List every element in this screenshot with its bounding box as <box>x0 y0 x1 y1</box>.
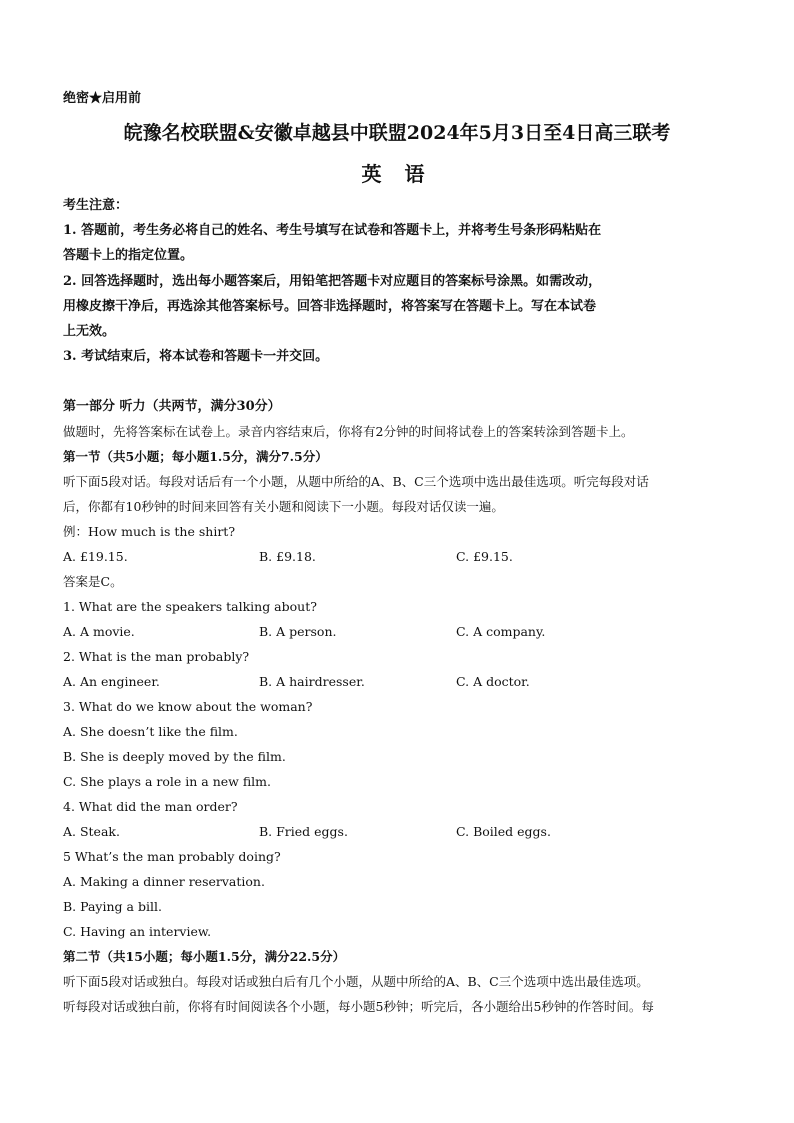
example-option-a: A. £19.15. <box>63 549 128 564</box>
section2-heading: 第二节（共15小题；每小题1.5分，满分22.5分） <box>63 949 346 964</box>
q2-option-c: C. A doctor. <box>456 674 530 689</box>
notice-heading: 考生注意： <box>63 198 129 213</box>
q2-option-b: B. A hairdresser. <box>259 674 365 689</box>
question-4: 4. What did the man order? <box>63 799 238 814</box>
notice-line: 3. 考试结束后，将本试卷和答题卡一并交回。 <box>63 349 329 364</box>
part1-heading: 第一部分 听力（共两节，满分30分） <box>63 399 281 414</box>
confidential-label: 绝密★启用前 <box>63 91 142 106</box>
section1-instruction: 听下面5段对话。每段对话后有一个小题，从题中所给的A、B、C三个选项中选出最佳选项。听完每段对话 <box>63 474 649 489</box>
q3-option-c: C. She plays a role in a new film. <box>63 774 271 789</box>
section1-heading: 第一节（共5小题；每小题1.5分，满分7.5分） <box>63 449 328 464</box>
question-5: 5 What’s the man probably doing? <box>63 849 281 864</box>
subject-title: 英 语 <box>361 162 433 186</box>
example-option-c: C. £9.15. <box>456 549 513 564</box>
q2-option-a: A. An engineer. <box>63 674 160 689</box>
q1-option-a: A. A movie. <box>63 624 135 639</box>
section2-instruction: 听下面5段对话或独白。每段对话或独白后有几个小题，从题中所给的A、B、C三个选项中选出最佳选项。 <box>63 974 649 989</box>
q5-option-c: C. Having an interview. <box>63 924 212 939</box>
section1-instruction: 后，你都有10秒钟的时间来回答有关小题和阅读下一小题。每段对话仅读一遍。 <box>63 499 504 514</box>
q4-option-b: B. Fried eggs. <box>259 824 348 839</box>
question-1: 1. What are the speakers talking about? <box>63 599 317 614</box>
notice-line: 2. 回答选择题时，选出每小题答案后，用铅笔把答题卡对应题目的答案标号涂黑。如需改动， <box>63 274 602 289</box>
question-3: 3. What do we know about the woman? <box>63 699 313 714</box>
q4-option-a: A. Steak. <box>63 824 120 839</box>
q1-option-c: C. A company. <box>456 624 546 639</box>
q3-option-b: B. She is deeply moved by the film. <box>63 749 286 764</box>
notice-line: 上无效。 <box>63 324 116 339</box>
part1-intro: 做题时，先将答案标在试卷上。录音内容结束后，你将有2分钟的时间将试卷上的答案转涂到答题卡上。 <box>63 424 634 439</box>
notice-line: 1. 答题前，考生务必将自己的姓名、考生号填写在试卷和答题卡上，并将考生号条形码粘贴在 <box>63 223 602 238</box>
q3-option-a: A. She doesn’t like the film. <box>63 724 238 739</box>
exam-title: 皖豫名校联盟&安徽卓越县中联盟2024年5月3日至4日高三联考 <box>123 122 671 144</box>
section2-instruction: 听每段对话或独白前，你将有时间阅读各个小题，每小题5秒钟；听完后，各小题给出5秒钟的作答时间。每 <box>63 999 654 1014</box>
q5-option-a: A. Making a dinner reservation. <box>63 874 265 889</box>
question-2: 2. What is the man probably? <box>63 649 250 664</box>
q4-option-c: C. Boiled eggs. <box>456 824 551 839</box>
example-option-b: B. £9.18. <box>259 549 316 564</box>
notice-line: 答题卡上的指定位置。 <box>63 248 194 263</box>
example-answer: 答案是C。 <box>63 574 123 589</box>
example-question: 例：How much is the shirt? <box>63 524 236 539</box>
q1-option-b: B. A person. <box>259 624 337 639</box>
notice-line: 用橡皮擦干净后，再选涂其他答案标号。回答非选择题时，将答案写在答题卡上。写在本试卷 <box>63 299 597 314</box>
q5-option-b: B. Paying a bill. <box>63 899 162 914</box>
